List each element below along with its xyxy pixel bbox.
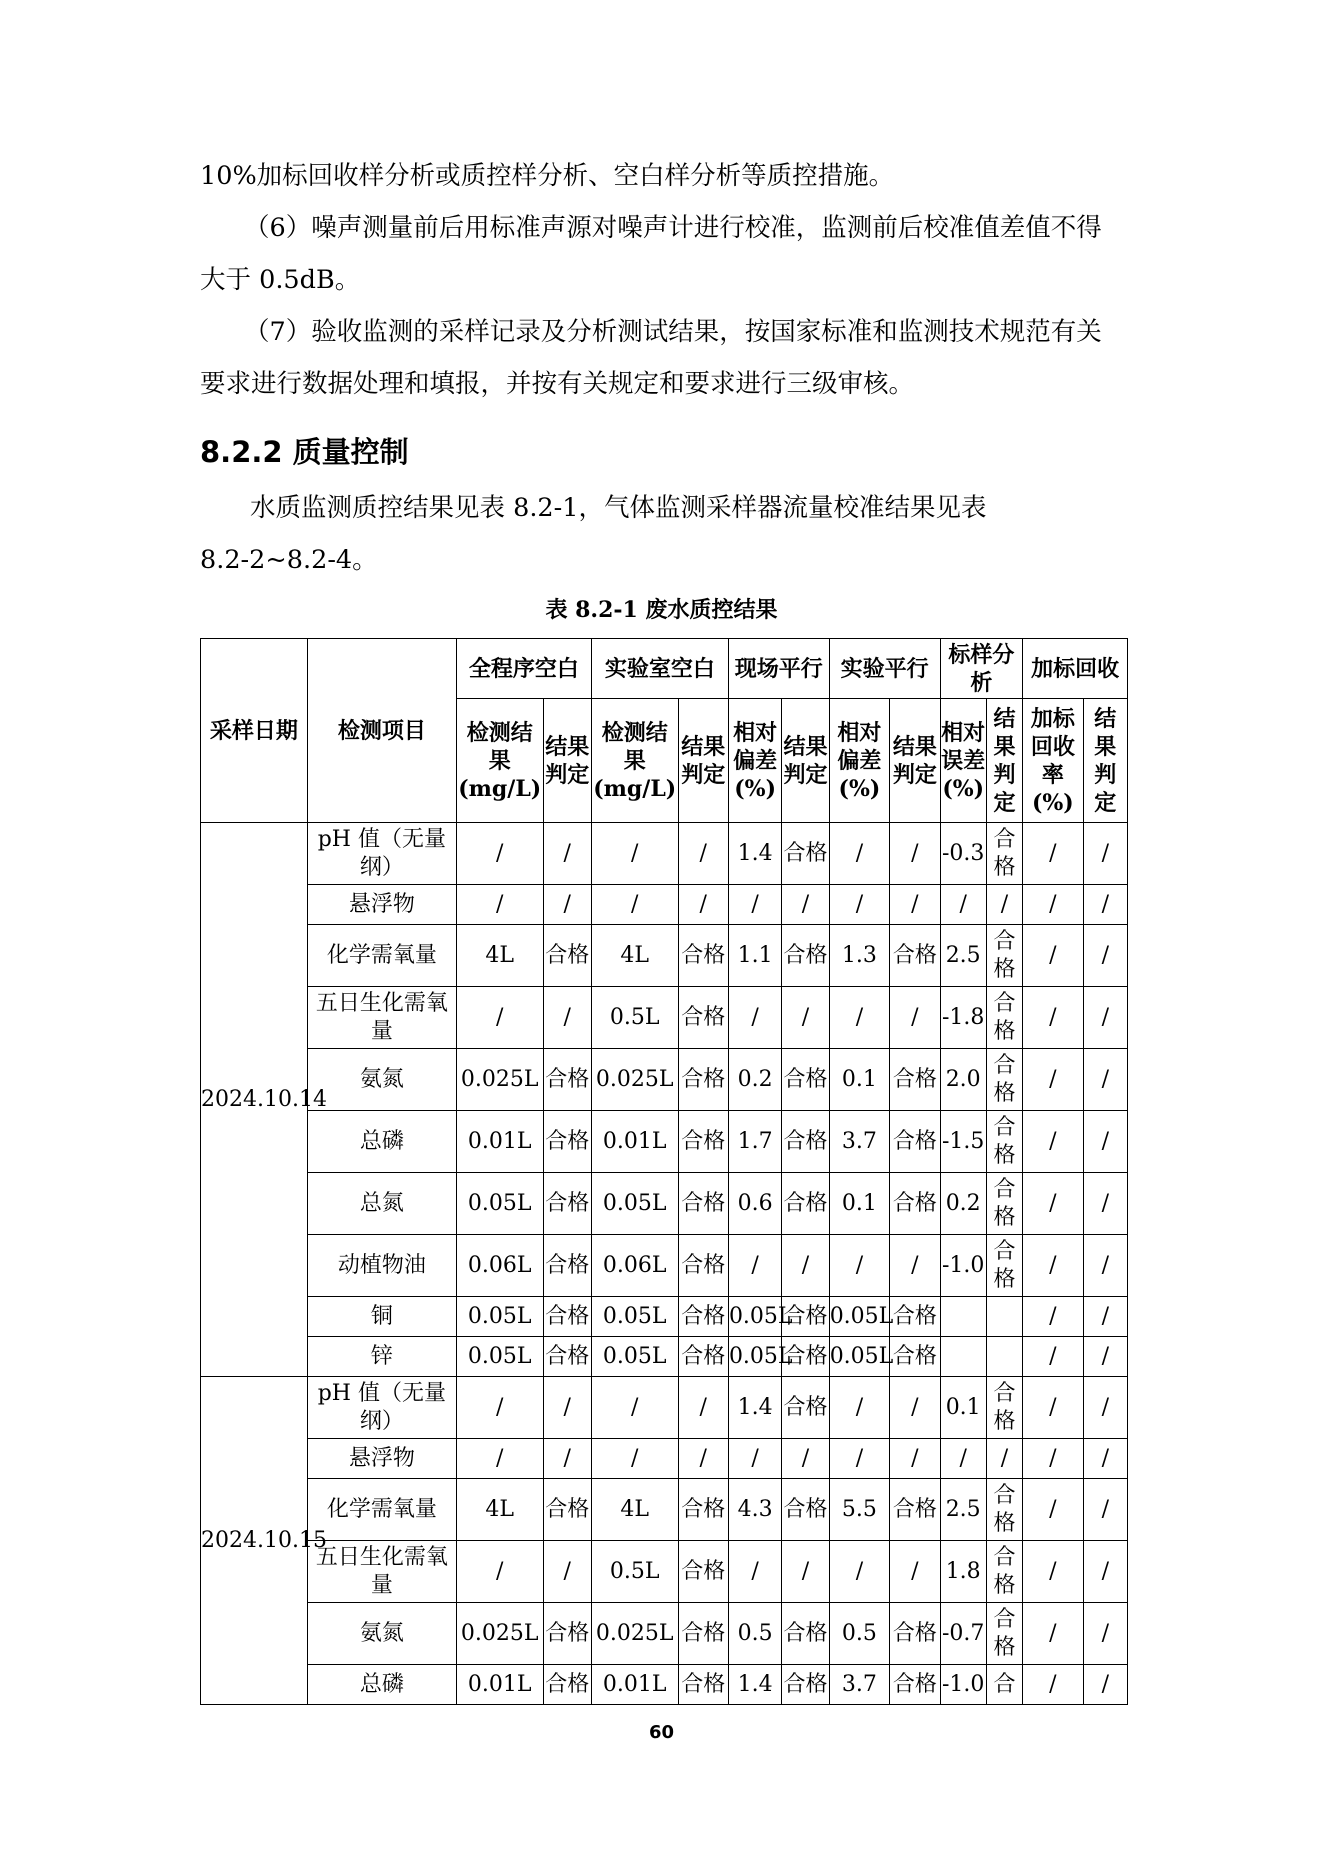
- value-cell: 合格: [543, 1235, 591, 1297]
- header-group: 标样分析: [940, 639, 1023, 699]
- item-cell: 五日生化需氧量: [307, 987, 456, 1049]
- subheader: 结果判定: [543, 699, 591, 823]
- table-row: [201, 885, 1128, 925]
- value-cell: /: [1023, 987, 1083, 1049]
- value-cell: 合格: [890, 1049, 940, 1111]
- value-cell: 3.7: [829, 1665, 889, 1705]
- value-cell: /: [1023, 1603, 1083, 1665]
- value-cell: /: [1083, 1603, 1127, 1665]
- value-cell: /: [591, 1377, 678, 1439]
- value-cell: 0.5: [728, 1603, 781, 1665]
- value-cell: /: [829, 823, 889, 885]
- table-row: [201, 1603, 1128, 1665]
- value-cell: 0.2: [728, 1049, 781, 1111]
- value-cell: 合格: [986, 1173, 1022, 1235]
- subheader: 结果判定: [986, 699, 1022, 823]
- sample-date-cell: 2024.10.15: [201, 1377, 308, 1705]
- value-cell: /: [1023, 1479, 1083, 1541]
- table-row: [201, 1049, 1128, 1111]
- value-cell: 合格: [543, 1337, 591, 1377]
- value-cell: /: [890, 1235, 940, 1297]
- section-paragraph-line: 水质监测质控结果见表 8.2-1，气体监测采样器流量校准结果见表: [250, 493, 987, 523]
- value-cell: 1.1: [728, 925, 781, 987]
- header-item: 检测项目: [307, 639, 456, 823]
- value-cell: /: [591, 1439, 678, 1479]
- value-cell: 合格: [543, 1603, 591, 1665]
- item-cell: 化学需氧量: [307, 1479, 456, 1541]
- value-cell: /: [456, 823, 543, 885]
- value-cell: 0.025L: [591, 1603, 678, 1665]
- value-cell: /: [1023, 1111, 1083, 1173]
- table-row: [201, 1665, 1128, 1705]
- header-group: 加标回收: [1023, 639, 1128, 699]
- value-cell: /: [678, 823, 728, 885]
- value-cell: 合格: [986, 1377, 1022, 1439]
- value-cell: 合格: [890, 1603, 940, 1665]
- paragraph-line: （7）验收监测的采样记录及分析测试结果，按国家标准和监测技术规范有关: [244, 317, 1102, 347]
- value-cell: /: [782, 1541, 829, 1603]
- value-cell: 合格: [678, 1479, 728, 1541]
- subheader: 检测结果(mg/L): [456, 699, 543, 823]
- value-cell: 合格: [782, 1377, 829, 1439]
- value-cell: [986, 1337, 1022, 1377]
- header-group: 全程序空白: [456, 639, 591, 699]
- value-cell: /: [829, 1541, 889, 1603]
- value-cell: /: [1083, 885, 1127, 925]
- value-cell: /: [456, 987, 543, 1049]
- value-cell: 5.5: [829, 1479, 889, 1541]
- value-cell: 1.4: [728, 1665, 781, 1705]
- value-cell: /: [1083, 1665, 1127, 1705]
- value-cell: 合格: [986, 987, 1022, 1049]
- value-cell: 0.05L: [591, 1297, 678, 1337]
- value-cell: /: [1023, 1541, 1083, 1603]
- value-cell: /: [940, 1439, 986, 1479]
- value-cell: 2.5: [940, 1479, 986, 1541]
- value-cell: 1.8: [940, 1541, 986, 1603]
- value-cell: /: [1083, 1297, 1127, 1337]
- item-cell: 氨氮: [307, 1049, 456, 1111]
- paragraph-line: 10%加标回收样分析或质控样分析、空白样分析等质控措施。: [200, 161, 895, 191]
- value-cell: 0.05L: [591, 1173, 678, 1235]
- value-cell: /: [1083, 1337, 1127, 1377]
- value-cell: -1.8: [940, 987, 986, 1049]
- value-cell: /: [1083, 1541, 1127, 1603]
- value-cell: 合格: [890, 1665, 940, 1705]
- table-row: [201, 1297, 1128, 1337]
- value-cell: 合格: [678, 987, 728, 1049]
- value-cell: 合格: [782, 1297, 829, 1337]
- subheader: 结果判定: [1083, 699, 1127, 823]
- header-sample-date: 采样日期: [201, 639, 308, 823]
- value-cell: 1.7: [728, 1111, 781, 1173]
- value-cell: 合格: [543, 1111, 591, 1173]
- value-cell: /: [890, 987, 940, 1049]
- value-cell: [986, 1297, 1022, 1337]
- value-cell: 合格: [543, 1665, 591, 1705]
- value-cell: 合格: [782, 1603, 829, 1665]
- value-cell: 合格: [782, 1111, 829, 1173]
- item-cell: pH 值（无量纲）: [307, 823, 456, 885]
- value-cell: 合格: [986, 823, 1022, 885]
- item-cell: 总磷: [307, 1665, 456, 1705]
- value-cell: 合格: [986, 1541, 1022, 1603]
- value-cell: /: [1083, 823, 1127, 885]
- value-cell: 0.01L: [456, 1111, 543, 1173]
- value-cell: /: [1083, 925, 1127, 987]
- value-cell: 0.01L: [591, 1111, 678, 1173]
- section-paragraph-line: 8.2-2~8.2-4。: [200, 545, 378, 575]
- value-cell: 0.1: [940, 1377, 986, 1439]
- subheader: 结果判定: [678, 699, 728, 823]
- value-cell: /: [1023, 823, 1083, 885]
- value-cell: /: [782, 1235, 829, 1297]
- value-cell: 0.06L: [591, 1235, 678, 1297]
- value-cell: /: [829, 1439, 889, 1479]
- value-cell: /: [456, 885, 543, 925]
- value-cell: /: [890, 823, 940, 885]
- value-cell: 2.0: [940, 1049, 986, 1111]
- table-row: [201, 1377, 1128, 1439]
- value-cell: 合格: [678, 1297, 728, 1337]
- value-cell: /: [728, 1439, 781, 1479]
- value-cell: 合格: [782, 1665, 829, 1705]
- value-cell: /: [890, 1439, 940, 1479]
- paragraph-line: 大于 0.5dB。: [200, 265, 361, 295]
- value-cell: 0.05L: [456, 1297, 543, 1337]
- value-cell: 合格: [678, 1541, 728, 1603]
- value-cell: [940, 1337, 986, 1377]
- value-cell: /: [543, 987, 591, 1049]
- table-row: [201, 1439, 1128, 1479]
- value-cell: 合格: [678, 1049, 728, 1111]
- table-row: [201, 925, 1128, 987]
- item-cell: 总磷: [307, 1111, 456, 1173]
- value-cell: /: [728, 987, 781, 1049]
- value-cell: /: [456, 1439, 543, 1479]
- header-group: 实验平行: [829, 639, 940, 699]
- item-cell: 氨氮: [307, 1603, 456, 1665]
- value-cell: /: [543, 1377, 591, 1439]
- value-cell: /: [986, 885, 1022, 925]
- value-cell: 合格: [678, 1111, 728, 1173]
- value-cell: 0.05L: [591, 1337, 678, 1377]
- value-cell: -0.7: [940, 1603, 986, 1665]
- value-cell: /: [543, 1439, 591, 1479]
- value-cell: /: [1023, 1235, 1083, 1297]
- item-cell: 悬浮物: [307, 1439, 456, 1479]
- value-cell: /: [1023, 1049, 1083, 1111]
- value-cell: 3.7: [829, 1111, 889, 1173]
- value-cell: 2.5: [940, 925, 986, 987]
- value-cell: 合格: [890, 1337, 940, 1377]
- value-cell: 合格: [890, 1479, 940, 1541]
- value-cell: 4L: [591, 925, 678, 987]
- value-cell: /: [1023, 1173, 1083, 1235]
- value-cell: /: [890, 1541, 940, 1603]
- value-cell: /: [543, 1541, 591, 1603]
- subheader: 检测结果(mg/L): [591, 699, 678, 823]
- value-cell: /: [940, 885, 986, 925]
- value-cell: /: [986, 1439, 1022, 1479]
- table-row: [201, 1111, 1128, 1173]
- value-cell: /: [829, 885, 889, 925]
- value-cell: 合格: [782, 1049, 829, 1111]
- value-cell: 0.5L: [591, 1541, 678, 1603]
- item-cell: 动植物油: [307, 1235, 456, 1297]
- value-cell: -1.0: [940, 1235, 986, 1297]
- item-cell: 铜: [307, 1297, 456, 1337]
- value-cell: 0.1: [829, 1173, 889, 1235]
- value-cell: 合格: [782, 823, 829, 885]
- value-cell: 0.01L: [591, 1665, 678, 1705]
- subheader: 结果判定: [782, 699, 829, 823]
- value-cell: /: [829, 1235, 889, 1297]
- item-cell: 五日生化需氧量: [307, 1541, 456, 1603]
- subheader: 相对误差(%): [940, 699, 986, 823]
- value-cell: /: [829, 987, 889, 1049]
- value-cell: /: [1083, 1111, 1127, 1173]
- table-row: [201, 1337, 1128, 1377]
- table-row: [201, 987, 1128, 1049]
- value-cell: 0.025L: [591, 1049, 678, 1111]
- value-cell: 1.3: [829, 925, 889, 987]
- value-cell: /: [1083, 1173, 1127, 1235]
- value-cell: 0.05L: [829, 1297, 889, 1337]
- value-cell: 4L: [456, 925, 543, 987]
- paragraph-line: 要求进行数据处理和填报，并按有关规定和要求进行三级审核。: [200, 369, 915, 399]
- subheader: 相对偏差(%): [728, 699, 781, 823]
- value-cell: 0.05L: [829, 1337, 889, 1377]
- value-cell: -1.5: [940, 1111, 986, 1173]
- value-cell: /: [543, 885, 591, 925]
- value-cell: /: [782, 885, 829, 925]
- value-cell: 0.05L: [456, 1173, 543, 1235]
- value-cell: 合格: [543, 1297, 591, 1337]
- value-cell: /: [1083, 987, 1127, 1049]
- value-cell: 1.4: [728, 823, 781, 885]
- value-cell: 0.025L: [456, 1603, 543, 1665]
- value-cell: 合格: [890, 1173, 940, 1235]
- value-cell: 合格: [782, 1337, 829, 1377]
- value-cell: /: [890, 1377, 940, 1439]
- table-row: [201, 1173, 1128, 1235]
- item-cell: 悬浮物: [307, 885, 456, 925]
- value-cell: /: [678, 1439, 728, 1479]
- value-cell: /: [456, 1541, 543, 1603]
- value-cell: 0.5: [829, 1603, 889, 1665]
- value-cell: 合格: [782, 925, 829, 987]
- value-cell: /: [782, 987, 829, 1049]
- value-cell: 0.5L: [591, 987, 678, 1049]
- value-cell: 合格: [890, 1111, 940, 1173]
- value-cell: /: [591, 823, 678, 885]
- value-cell: 合格: [986, 925, 1022, 987]
- value-cell: 0.025L: [456, 1049, 543, 1111]
- value-cell: 0.6: [728, 1173, 781, 1235]
- value-cell: /: [1023, 1439, 1083, 1479]
- value-cell: 0.05L: [456, 1337, 543, 1377]
- value-cell: /: [678, 1377, 728, 1439]
- value-cell: 合格: [543, 1049, 591, 1111]
- value-cell: 0.05L: [728, 1297, 781, 1337]
- value-cell: /: [1083, 1439, 1127, 1479]
- value-cell: /: [1023, 1377, 1083, 1439]
- value-cell: 4L: [591, 1479, 678, 1541]
- value-cell: /: [543, 823, 591, 885]
- table-row: [201, 823, 1128, 885]
- value-cell: 合格: [678, 1665, 728, 1705]
- item-cell: 锌: [307, 1337, 456, 1377]
- value-cell: -0.3: [940, 823, 986, 885]
- value-cell: /: [678, 885, 728, 925]
- subheader: 加标回收率(%): [1023, 699, 1083, 823]
- value-cell: /: [782, 1439, 829, 1479]
- value-cell: /: [1023, 1297, 1083, 1337]
- page-number: 60: [648, 1722, 675, 1743]
- value-cell: /: [1083, 1479, 1127, 1541]
- value-cell: /: [1023, 1665, 1083, 1705]
- value-cell: 合格: [986, 1603, 1022, 1665]
- value-cell: 合格: [678, 1603, 728, 1665]
- value-cell: 合格: [543, 1173, 591, 1235]
- value-cell: 0.01L: [456, 1665, 543, 1705]
- value-cell: 合格: [543, 925, 591, 987]
- value-cell: 合格: [986, 1111, 1022, 1173]
- value-cell: 合格: [678, 1235, 728, 1297]
- item-cell: 化学需氧量: [307, 925, 456, 987]
- value-cell: 合格: [890, 1297, 940, 1337]
- table-caption: 表 8.2-1 废水质控结果: [545, 597, 778, 623]
- value-cell: 1.4: [728, 1377, 781, 1439]
- header-group: 现场平行: [728, 639, 829, 699]
- item-cell: 总氮: [307, 1173, 456, 1235]
- value-cell: /: [728, 1235, 781, 1297]
- subheader: 相对偏差(%): [829, 699, 889, 823]
- sample-date-cell: 2024.10.14: [201, 823, 308, 1377]
- paragraph-line: （6）噪声测量前后用标准声源对噪声计进行校准，监测前后校准值差值不得: [244, 213, 1102, 243]
- value-cell: 合格: [678, 1173, 728, 1235]
- subheader: 结果判定: [890, 699, 940, 823]
- value-cell: /: [456, 1377, 543, 1439]
- value-cell: 4.3: [728, 1479, 781, 1541]
- value-cell: [940, 1297, 986, 1337]
- value-cell: 0.05L: [728, 1337, 781, 1377]
- value-cell: /: [591, 885, 678, 925]
- value-cell: 合格: [678, 1337, 728, 1377]
- value-cell: /: [1023, 1337, 1083, 1377]
- value-cell: -1.0: [940, 1665, 986, 1705]
- value-cell: 合格: [782, 1173, 829, 1235]
- value-cell: 合格: [890, 925, 940, 987]
- value-cell: /: [1083, 1235, 1127, 1297]
- value-cell: 合格: [782, 1479, 829, 1541]
- value-cell: /: [728, 1541, 781, 1603]
- value-cell: /: [829, 1377, 889, 1439]
- section-title: 8.2.2 质量控制: [200, 435, 409, 469]
- value-cell: /: [1023, 925, 1083, 987]
- wastewater-qc-table: [200, 638, 1128, 1705]
- value-cell: 4L: [456, 1479, 543, 1541]
- header-group: 实验室空白: [591, 639, 728, 699]
- value-cell: /: [728, 885, 781, 925]
- value-cell: 合格: [986, 1049, 1022, 1111]
- table-row: [201, 1479, 1128, 1541]
- value-cell: 合格: [986, 1235, 1022, 1297]
- value-cell: /: [890, 885, 940, 925]
- value-cell: 0.06L: [456, 1235, 543, 1297]
- value-cell: /: [1023, 885, 1083, 925]
- value-cell: 合格: [678, 925, 728, 987]
- value-cell: 0.2: [940, 1173, 986, 1235]
- table-row: [201, 1541, 1128, 1603]
- value-cell: /: [1083, 1377, 1127, 1439]
- value-cell: 合格: [543, 1479, 591, 1541]
- table-row: [201, 1235, 1128, 1297]
- value-cell: /: [1083, 1049, 1127, 1111]
- item-cell: pH 值（无量纲）: [307, 1377, 456, 1439]
- value-cell: 0.1: [829, 1049, 889, 1111]
- value-cell: 合格: [986, 1479, 1022, 1541]
- value-cell: 合: [986, 1665, 1022, 1705]
